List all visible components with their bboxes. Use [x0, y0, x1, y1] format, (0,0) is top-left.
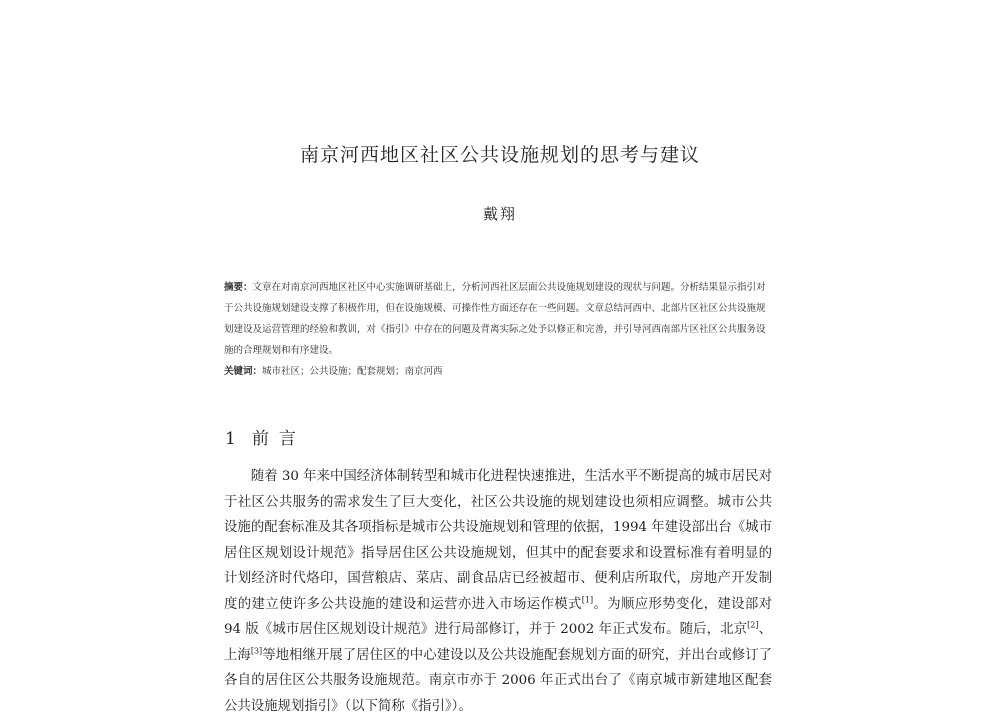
citation-ref: [2]: [747, 620, 759, 630]
body-segment: 、上海: [224, 622, 772, 663]
body-segment: 。为顺应形势变化，建设部对 94 版《城市居住区规划设计规范》进行局部修订，并于 2002 年正式发布。随后，北京: [224, 596, 773, 637]
citation-ref: [1]: [581, 595, 594, 605]
keywords-text: 城市社区；公共设施；配套规划；南京河西: [262, 366, 443, 377]
paper-title: 南京河西地区社区公共设施规划的思考与建议: [299, 144, 700, 166]
body-text: [224, 464, 772, 714]
keywords-label: 关键词：: [224, 366, 263, 377]
paper-author: 戴翔: [482, 205, 517, 223]
body-paragraph: [224, 464, 772, 714]
section-heading: [225, 424, 306, 449]
body-segment: 随着 30 年来中国经济体制转型和城市化进程快速推进，生活水平不断提高的城市居民对于社区公共服务的需求发生了巨大变化，社区公共设施的规划建设也须相应调整。城市公共设施的配套标准及其各项指标是城市公共设施规划和管理的依据，1994 年建设部出台《城市居住区规划设计规范》指导居住区公共设施规划，但其中的配套要求和设置标准有着明显的计划经济时代烙印，国营粮店、菜店、副食品店已经被超市、便利店所取代，房地产开发制度的建立使许多公共设施的建设和运营亦进入市场运作模式: [224, 469, 772, 612]
section-number: 1: [225, 429, 236, 449]
section-title: 前言: [251, 429, 306, 449]
abstract-text: 文章在对南京河西地区社区中心实施调研基础上，分析河西社区层面公共设施规划建设的现状与问题。分析结果显示指引对于公共设施规划建设支撑了积极作用，但在设施规模、可操作性方面还存在一些问题。文章总结河西中、北部片区社区公共设施规划建设及运营管理的经验和教训，对《指引》中存在的问题及背离实际之处予以修正和完善，并引导河西南部片区社区公共服务设施的合理规划和有序建设。: [224, 282, 766, 356]
abstract-block: [224, 277, 774, 382]
citation-ref: [3]: [250, 646, 263, 656]
keywords-line: [224, 361, 774, 382]
abstract-paragraph: [224, 277, 774, 361]
abstract-label: 摘要：: [224, 282, 253, 293]
body-segment: 等地相继开展了居住区的中心建设以及公共设施配套规划方面的研究，并出台或修订了各自的居住区公共服务设施规范。南京市亦于 2006 年正式出台了《南京城市新建地区配套公共设施规划指引》（以下简称《指引》）。: [224, 647, 773, 714]
